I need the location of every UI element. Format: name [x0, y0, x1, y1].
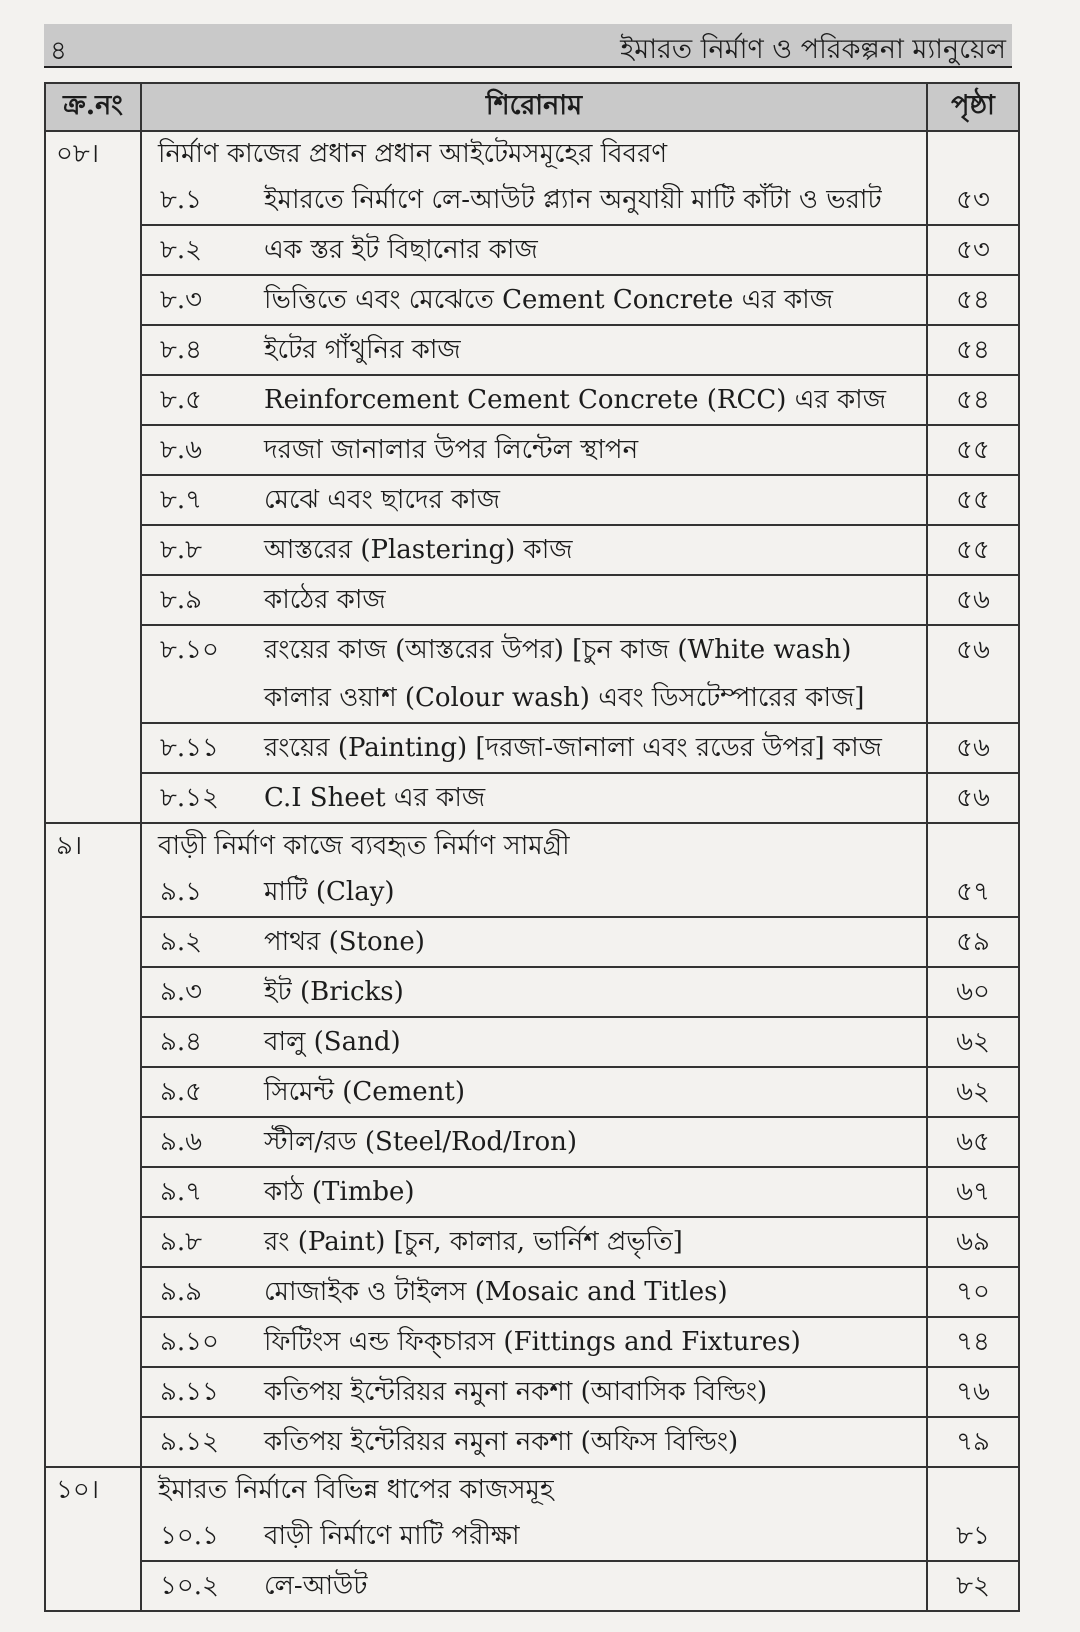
entry-title: কাঠ (Timbe) — [264, 1177, 415, 1207]
table-row — [45, 425, 1019, 475]
entry-number: ৯.৮ — [160, 1227, 203, 1257]
table-row — [45, 525, 1019, 575]
entry-page: ৫৬ — [927, 773, 1019, 823]
entry-cell — [141, 475, 927, 525]
entry-page: ৫৯ — [927, 917, 1019, 967]
entry-cell — [141, 1067, 927, 1117]
entry-cell — [141, 1167, 927, 1217]
entry-cell — [141, 868, 927, 917]
table-header-row — [45, 83, 1019, 131]
entry-cell — [141, 1561, 927, 1611]
entry-number: ৮.৯ — [160, 585, 203, 615]
entry-page: ৮২ — [927, 1561, 1019, 1611]
entry-cell — [141, 575, 927, 625]
entry-title: ইটের গাঁথুনির কাজ — [264, 335, 461, 365]
row-spacer — [45, 1167, 141, 1217]
entry-number: ৮.১১ — [160, 733, 219, 763]
entry-cell — [141, 723, 927, 773]
entry-page: ৫৪ — [927, 275, 1019, 325]
entry-page: ৫৫ — [927, 425, 1019, 475]
row-spacer — [45, 375, 141, 425]
column-header-page: পৃষ্ঠা — [927, 83, 1019, 131]
table-row — [45, 1417, 1019, 1467]
entry-title: কতিপয় ইন্টেরিয়র নমুনা নকশা (আবাসিক বিল্ডিং) — [264, 1377, 768, 1407]
entry-title: কতিপয় ইন্টেরিয়র নমুনা নকশা (অফিস বিল্ডিং) — [264, 1427, 739, 1457]
entry-title: পাথর (Stone) — [264, 927, 425, 957]
section-title: বাড়ী নির্মাণ কাজে ব্যবহৃত নির্মাণ সামগ্রী — [141, 823, 927, 868]
entry-number: ৯.৪ — [160, 1027, 203, 1057]
entry-page: ৬২ — [927, 1067, 1019, 1117]
page-number: ৪ — [50, 36, 67, 66]
row-spacer — [45, 1367, 141, 1417]
row-spacer — [45, 1117, 141, 1167]
entry-page: ৮১ — [927, 1512, 1019, 1561]
entry-number: ৮.৭ — [160, 485, 203, 515]
entry-title: C.I Sheet এর কাজ — [264, 783, 486, 813]
running-header — [44, 24, 1012, 68]
entry-number: ৯.৩ — [160, 977, 203, 1007]
row-spacer — [45, 1561, 141, 1611]
entry-number: ৮.৮ — [160, 535, 203, 565]
table-row — [45, 967, 1019, 1017]
entry-number: ৮.৪ — [160, 335, 203, 365]
entry-page: ৬০ — [927, 967, 1019, 1017]
entry-page: ৬৯ — [927, 1217, 1019, 1267]
table-row — [45, 1317, 1019, 1367]
entry-page: ৭০ — [927, 1267, 1019, 1317]
table-row — [45, 1217, 1019, 1267]
table-row — [45, 1367, 1019, 1417]
entry-title: রংয়ের কাজ (আস্তরের উপর) [চুন কাজ (White wash) কালার ওয়াশ (Colour wash) এবং ডিসটেম্পারের কাজ] — [264, 635, 865, 713]
entry-page: ৭৯ — [927, 1417, 1019, 1467]
entry-number: ১০.২ — [160, 1571, 219, 1601]
section-number: ০৮। — [45, 131, 141, 176]
entry-number: ৮.১০ — [160, 635, 219, 665]
entry-title: লে-আউট — [264, 1571, 368, 1601]
entry-title: স্টীল/রড (Steel/Rod/Iron) — [264, 1127, 577, 1157]
row-spacer — [45, 1417, 141, 1467]
entry-page: ৬৭ — [927, 1167, 1019, 1217]
entry-number: ৯.১০ — [160, 1327, 219, 1357]
table-row — [45, 868, 1019, 917]
entry-title: দরজা জানালার উপর লিন্টেল স্থাপন — [264, 435, 639, 465]
entry-cell — [141, 773, 927, 823]
entry-title: আস্তরের (Plastering) কাজ — [264, 535, 573, 565]
row-spacer — [45, 425, 141, 475]
entry-page: ৭৬ — [927, 1367, 1019, 1417]
entry-number: ৯.১২ — [160, 1427, 219, 1457]
row-spacer — [45, 1267, 141, 1317]
entry-cell — [141, 1267, 927, 1317]
entry-cell — [141, 1217, 927, 1267]
entry-page: ৫৭ — [927, 868, 1019, 917]
row-spacer — [45, 325, 141, 375]
entry-cell — [141, 425, 927, 475]
table-row — [45, 1561, 1019, 1611]
column-header-serial: ক্র.নং — [45, 83, 141, 131]
entry-page: ৫৪ — [927, 375, 1019, 425]
entry-title: ইমারতে নির্মাণে লে-আউট প্ল্যান অনুযায়ী মাটি কাঁটা ও ভরাট — [264, 185, 882, 215]
section-title: ইমারত নির্মানে বিভিন্ন ধাপের কাজসমূহ — [141, 1467, 927, 1512]
section-row — [45, 1467, 1019, 1512]
row-spacer — [45, 1217, 141, 1267]
row-spacer — [45, 575, 141, 625]
table-row — [45, 1267, 1019, 1317]
entry-cell — [141, 1117, 927, 1167]
table-row — [45, 723, 1019, 773]
table-row — [45, 625, 1019, 723]
section-number: ৯। — [45, 823, 141, 868]
row-spacer — [45, 917, 141, 967]
entry-number: ৮.৫ — [160, 385, 203, 415]
entry-title: মাটি (Clay) — [264, 877, 395, 907]
table-row — [45, 176, 1019, 225]
table-row — [45, 475, 1019, 525]
entry-cell — [141, 1512, 927, 1561]
section-page — [927, 823, 1019, 868]
table-of-contents — [44, 82, 1020, 1612]
section-row — [45, 823, 1019, 868]
entry-number: ৯.১১ — [160, 1377, 219, 1407]
table-row — [45, 773, 1019, 823]
entry-number: ৯.১ — [160, 877, 203, 907]
section-number: ১০। — [45, 1467, 141, 1512]
row-spacer — [45, 625, 141, 723]
entry-cell — [141, 275, 927, 325]
entry-cell — [141, 176, 927, 225]
entry-page: ৬২ — [927, 1017, 1019, 1067]
section-page — [927, 131, 1019, 176]
entry-title: সিমেন্ট (Cement) — [264, 1077, 466, 1107]
row-spacer — [45, 868, 141, 917]
table-row — [45, 917, 1019, 967]
table-row — [45, 275, 1019, 325]
book-title: ইমারত নির্মাণ ও পরিকল্পনা ম্যানুয়েল — [620, 34, 1006, 65]
entry-page: ৫৫ — [927, 525, 1019, 575]
table-row — [45, 575, 1019, 625]
entry-number: ৯.৫ — [160, 1077, 203, 1107]
entry-number: ৯.৬ — [160, 1127, 203, 1157]
entry-number: ৯.২ — [160, 927, 203, 957]
entry-title: ভিত্তিতে এবং মেঝেতে Cement Concrete এর কাজ — [264, 285, 833, 315]
entry-cell — [141, 1317, 927, 1367]
entry-number: ৮.১ — [160, 185, 203, 215]
entry-title: রং (Paint) [চুন, কালার, ভার্নিশ প্রভৃতি] — [264, 1227, 683, 1257]
entry-page: ৫৩ — [927, 176, 1019, 225]
entry-cell — [141, 1017, 927, 1067]
entry-cell — [141, 375, 927, 425]
entry-title: রংয়ের (Painting) [দরজা-জানালা এবং রডের উপর] কাজ — [264, 733, 882, 763]
entry-cell — [141, 1417, 927, 1467]
entry-number: ৮.১২ — [160, 783, 219, 813]
table-row — [45, 1017, 1019, 1067]
row-spacer — [45, 773, 141, 823]
entry-cell — [141, 225, 927, 275]
entry-number: ৯.৯ — [160, 1277, 203, 1307]
table-row — [45, 1117, 1019, 1167]
entry-title: মোজাইক ও টাইলস (Mosaic and Titles) — [264, 1277, 728, 1307]
section-page — [927, 1467, 1019, 1512]
entry-number: ১০.১ — [160, 1521, 219, 1551]
entry-cell — [141, 967, 927, 1017]
section-title: নির্মাণ কাজের প্রধান প্রধান আইটেমসমূহের বিবরণ — [141, 131, 927, 176]
row-spacer — [45, 176, 141, 225]
table-row — [45, 1167, 1019, 1217]
entry-page: ৫৩ — [927, 225, 1019, 275]
row-spacer — [45, 1317, 141, 1367]
entry-cell — [141, 525, 927, 575]
entry-title: বালু (Sand) — [264, 1027, 401, 1057]
entry-title: কাঠের কাজ — [264, 585, 386, 615]
entry-page: ৬৫ — [927, 1117, 1019, 1167]
entry-cell — [141, 1367, 927, 1417]
entry-page: ৭৪ — [927, 1317, 1019, 1367]
row-spacer — [45, 1512, 141, 1561]
row-spacer — [45, 1017, 141, 1067]
entry-number: ৯.৭ — [160, 1177, 203, 1207]
entry-number: ৮.৩ — [160, 285, 203, 315]
row-spacer — [45, 967, 141, 1017]
row-spacer — [45, 225, 141, 275]
row-spacer — [45, 525, 141, 575]
row-spacer — [45, 723, 141, 773]
entry-title: বাড়ী নির্মাণে মাটি পরীক্ষা — [264, 1521, 520, 1551]
table-row — [45, 375, 1019, 425]
table-row — [45, 1512, 1019, 1561]
entry-number: ৮.২ — [160, 235, 203, 265]
entry-page: ৫৪ — [927, 325, 1019, 375]
entry-page: ৫৫ — [927, 475, 1019, 525]
section-row — [45, 131, 1019, 176]
entry-page: ৫৬ — [927, 625, 1019, 723]
entry-cell — [141, 917, 927, 967]
table-row — [45, 1067, 1019, 1117]
entry-cell — [141, 325, 927, 375]
entry-page: ৫৬ — [927, 723, 1019, 773]
entry-number: ৮.৬ — [160, 435, 203, 465]
table-row — [45, 225, 1019, 275]
entry-title: এক স্তর ইট বিছানোর কাজ — [264, 235, 538, 265]
entry-cell — [141, 625, 927, 723]
entry-page: ৫৬ — [927, 575, 1019, 625]
entry-title: Reinforcement Cement Concrete (RCC) এর কাজ — [264, 385, 886, 415]
entry-title: ইট (Bricks) — [264, 977, 404, 1007]
row-spacer — [45, 275, 141, 325]
row-spacer — [45, 475, 141, 525]
entry-title: মেঝে এবং ছাদের কাজ — [264, 485, 501, 515]
table-row — [45, 325, 1019, 375]
column-header-title: শিরোনাম — [141, 83, 927, 131]
entry-title: ফিটিংস এন্ড ফিক্চারস (Fittings and Fixtures) — [264, 1327, 801, 1357]
row-spacer — [45, 1067, 141, 1117]
